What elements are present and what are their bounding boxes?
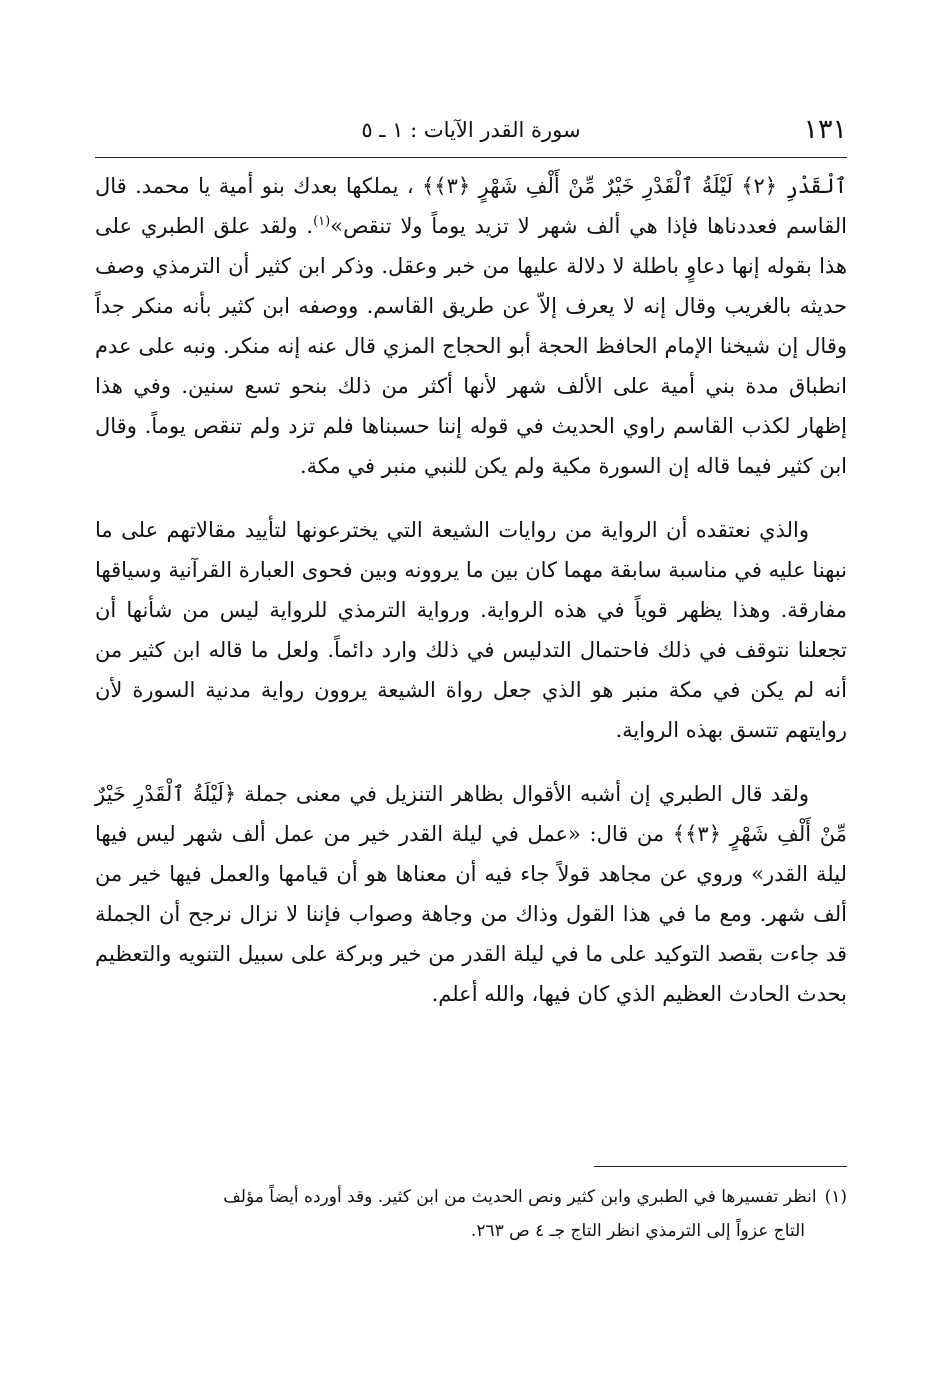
paragraph-3: ولقد قال الطبري إن أشبه الأقوال بظاهر التنزيل في معنى جملة ﴿لَيْلَةُ ٱلْقَدْرِ خَيْرٌ مِّنْ أَلْفِ شَهْرٍ ﴿٣﴾﴾ من قال: «عمل في ليلة القدر خير من عمل ألف شهر ليس فيها ليلة القدر» وروي عن مجاهد قولاً جاء فيه أن معناها هو أن قيامها والعمل فيها خير من ألف شهر. ومع ما في هذا القول وذاك من وجاهة وصواب فإننا لا نزال نرجح أن الجملة قد جاءت بقصد التوكيد على ما في ليلة القدر من خير وبركة على سبيل التنويه والتعظيم بحدث الحادث العظيم الذي كان فيها، والله أعلم. xyxy=(95,782,847,1006)
paragraph-1 xyxy=(95,166,847,486)
paragraph-1-rest: . ولقد علق الطبري على هذا بقوله إنها دعاوٍ باطلة لا دلالة عليها من خبر وعقل. وذكر ابن كثير أن الترمذي وصف حديثه بالغريب وقال إنه لا يعرف إلاّ عن طريق القاسم. ووصفه ابن كثير بأنه منكر جداً وقال إن شيخنا الإمام الحافظ الحجة أبو الحجاج المزي قال عنه إنه منكر. ونبه على عدم انطباق مدة بني أمية على الألف شهر لأنها أكثر من ذلك بنحو تسع سنين. وفي هذا إظهار لكذب القاسم راوي الحديث في قوله إننا حسبناها فلم تزد ولم تنقص يوماً. وقال ابن كثير فيما قاله إن السورة مكية ولم يكن للنبي منبر في مكة. xyxy=(95,214,847,478)
page-number: ١٣١ xyxy=(803,114,847,145)
paragraph-2: والذي نعتقده أن الرواية من روايات الشيعة التي يخترعونها لتأييد مقالاتهم على ما نبهنا عليه في مناسبة سابقة مهما كان بين ما يروونه وبين فحوى العبارة القرآنية وسياقها مفارقة. وهذا يظهر قوياً في هذه الرواية. ورواية الترمذي للرواية ليس من شأنها أن تجعلنا نتوقف في ذلك فاحتمال التدليس في ذلك وارد دائماً. ولعل ما قاله ابن كثير من أنه لم يكن في مكة منبر هو الذي جعل رواة الشيعة يروون رواية مدنية السورة لأن روايتهم تتسق بهذه الرواية. xyxy=(95,518,847,742)
paragraph-1-start: ٱلْقَدْرِ ﴿٢﴾ لَيْلَةُ ٱلْقَدْرِ خَيْرٌ مِّنْ أَلْفِ شَهْرٍ ﴿٣﴾﴾ ، يملكها بعدك بنو أمية يا محمد. قال القاسم فعددناها فإذا هي ألف شهر لا تزيد يوماً ولا تنقص» xyxy=(95,174,847,238)
header-divider xyxy=(95,157,847,158)
footnote xyxy=(95,1180,847,1248)
footnote-divider xyxy=(594,1166,847,1167)
footnote-reference[interactable]: (١) xyxy=(313,214,331,229)
main-text xyxy=(95,166,847,1014)
footnote-text-1: انظر تفسيرها في الطبري وابن كثير ونص الحديث من ابن كثير. وقد أورده أيضاً مؤلف xyxy=(223,1187,817,1207)
running-title: سورة القدر الآيات : ١ ـ ٥ xyxy=(361,118,581,142)
running-header xyxy=(95,112,847,158)
footnote-line-1 xyxy=(95,1180,847,1214)
footnote-number: (١) xyxy=(824,1187,847,1207)
footnote-line-2: التاج عزواً إلى الترمذي انظر التاج جـ ٤ ص ٢٦٣. xyxy=(470,1221,805,1241)
